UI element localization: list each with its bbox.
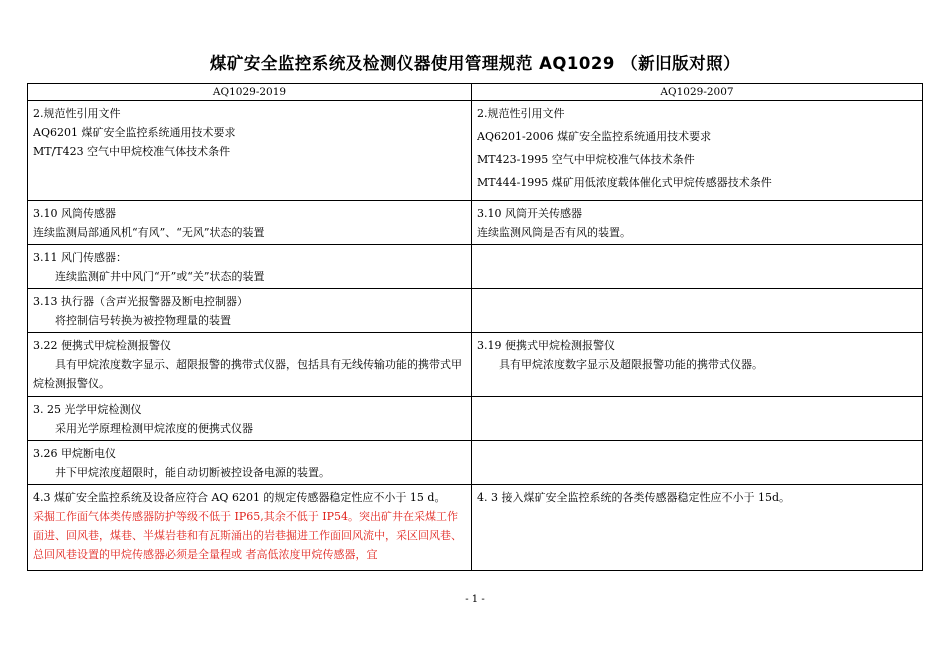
table-row — [28, 101, 923, 201]
column-header-old: AQ1029-2007 — [472, 84, 923, 101]
clause-text: 4. 3 接入煤矿安全监控系统的各类传感器稳定性应不小于 15d。 — [477, 491, 791, 504]
clause-heading: 3.13 执行器（含声光报警器及断电控制器） — [33, 295, 248, 308]
table-row — [28, 441, 923, 485]
old-version-cell-empty — [472, 245, 923, 289]
old-version-cell-empty — [472, 397, 923, 441]
table-row — [28, 333, 923, 397]
clause-heading: 4.3 煤矿安全监控系统及设备应符合 AQ 6201 的规定传感器稳定性应不小于 15 d。 — [33, 491, 446, 504]
table-header-row — [28, 84, 923, 101]
clause-text: 连续监测矿井中风门“开”或“关”状态的装置 — [55, 270, 265, 283]
old-version-cell-empty — [472, 289, 923, 333]
new-version-cell — [28, 333, 472, 397]
page-number: - 1 - — [465, 594, 485, 605]
new-version-cell — [28, 485, 472, 571]
clause-heading: 3.11 风门传感器： — [33, 251, 127, 264]
table-row — [28, 397, 923, 441]
clause-heading: 2.规范性引用文件 — [477, 107, 565, 120]
table-row — [28, 289, 923, 333]
old-version-cell — [472, 333, 923, 397]
new-version-cell — [28, 201, 472, 245]
column-header-new: AQ1029-2019 — [28, 84, 472, 101]
clause-heading: 3.22 便携式甲烷检测报警仪 — [33, 339, 171, 352]
old-version-cell — [472, 201, 923, 245]
clause-text: 具有甲烷浓度数字显示、超限报警的携带式仪器，包括具有无线传输功能的携带式甲烷检测报警仪。 — [33, 358, 462, 390]
clause-text: 具有甲烷浓度数字显示及超限报警功能的携带式仪器。 — [499, 358, 763, 371]
clause-text: 连续监测局部通风机“有风”、“无风”状态的装置 — [33, 226, 265, 239]
clause-heading: 3.19 便携式甲烷检测报警仪 — [477, 339, 615, 352]
document-title: 煤矿安全监控系统及检测仪器使用管理规范 AQ1029 （新旧版对照） — [209, 54, 741, 73]
new-version-cell — [28, 397, 472, 441]
old-version-cell — [472, 485, 923, 571]
new-version-cell — [28, 441, 472, 485]
clause-text: 将控制信号转换为被控物理量的装置 — [55, 314, 231, 327]
new-version-cell — [28, 289, 472, 333]
clause-text: 井下甲烷浓度超限时，能自动切断被控设备电源的装置。 — [55, 466, 330, 479]
clause-heading: 2.规范性引用文件 — [33, 107, 121, 120]
comparison-table — [27, 83, 923, 571]
new-version-cell — [28, 245, 472, 289]
reference-line: MT423-1995 空气中甲烷校准气体技术条件 — [477, 153, 695, 166]
clause-heading: 3.10 风筒传感器 — [33, 207, 116, 220]
old-version-cell-empty — [472, 441, 923, 485]
clause-heading: 3.26 甲烷断电仪 — [33, 447, 116, 460]
reference-line: AQ6201-2006 煤矿安全监控系统通用技术要求 — [477, 130, 712, 143]
table-row — [28, 201, 923, 245]
clause-text: 连续监测风筒是否有风的装置。 — [477, 226, 631, 239]
reference-line: MT444-1995 煤矿用低浓度载体催化式甲烷传感器技术条件 — [477, 176, 772, 189]
clause-heading: 3.10 风筒开关传感器 — [477, 207, 582, 220]
table-row — [28, 485, 923, 571]
old-version-cell — [472, 101, 923, 201]
reference-line: AQ6201 煤矿安全监控系统通用技术要求 — [33, 126, 236, 139]
table-row — [28, 245, 923, 289]
reference-line: MT/T423 空气中甲烷校准气体技术条件 — [33, 145, 231, 158]
clause-text: 采用光学原理检测甲烷浓度的便携式仪器 — [55, 422, 253, 435]
clause-heading: 3. 25 光学甲烷检测仪 — [33, 403, 142, 416]
revised-clause-text: 采掘工作面气体类传感器防护等级不低于 IP65,其余不低于 IP54。突出矿井在采煤工作面进、回风巷，煤巷、半煤岩巷和有瓦斯涌出的岩巷掘进工作面回风流中，采区回风巷、总回风巷设置的甲烷传感器必须是全量程或 者高低浓度甲烷传感器，宜 — [33, 510, 462, 561]
new-version-cell — [28, 101, 472, 201]
